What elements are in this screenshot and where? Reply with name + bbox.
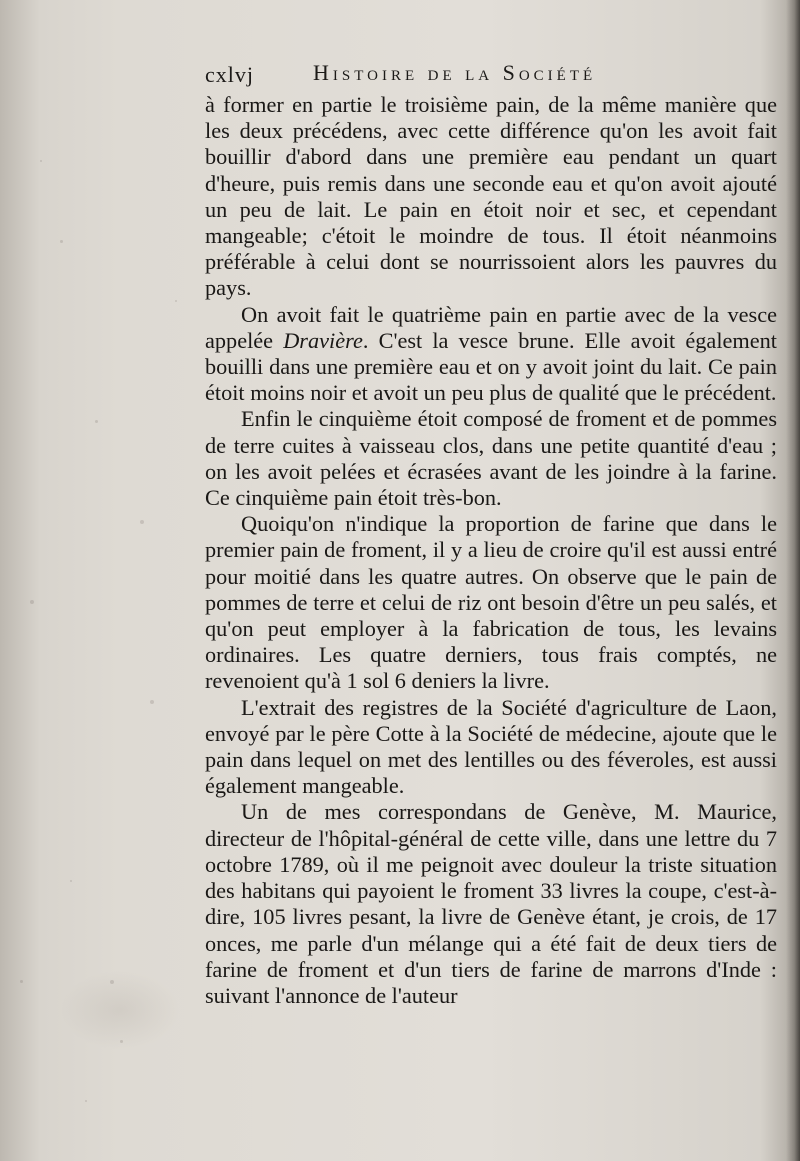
paragraph-2: On avoit fait le quatrième pain en partie avec de la vesce appelée Dravière. C'est la vesce brune. Elle avoit également bouilli dans une première eau et on y avoit joint du lait. Ce pain étoit moins noir et avoit un peu plus de qualité que le précédent.: [205, 301, 777, 406]
running-header: [205, 58, 675, 90]
paper-stain: [60, 970, 180, 1050]
paragraph-5: L'extrait des registres de la Société d'agriculture de Laon, envoyé par le père Cotte à la Société de médecine, ajoute que le pain dans lequel on met des lentilles ou des féveroles, est aussi également mangeable.: [205, 694, 777, 799]
page-gutter-shadow: [786, 0, 800, 1161]
paragraph-4: Quoiqu'on n'indique la proportion de farine que dans le premier pain de froment, il y a lieu de croire qu'il est aussi entré pour moitié dans les quatre autres. On observe que le pain de pommes de terre et celui de riz ont besoin d'être un peu salés, et qu'on peut employer à la fabrication de tous, les levains ordinaires. Les quatre derniers, tous frais comptés, ne revenoient qu'à 1 sol 6 deniers la livre.: [205, 511, 777, 694]
italic-term: Dravière: [283, 327, 363, 353]
paper-speck: [175, 300, 177, 302]
paper-speck: [110, 980, 114, 984]
paper-speck: [120, 1040, 123, 1043]
paragraph-1: à former en partie le troisième pain, de la même manière que les deux précédens, avec cette différence qu'on les avoit fait bouillir d'abord dans une première eau pendant un quart d'heure, puis remis dans une seconde eau et qu'on avoit ajouté un peu de lait. Le pain en étoit noir et sec, et cependant mangeable; c'étoit le moindre de tous. Il étoit néanmoins préférable à celui dont se nourrissoient alors les pauvres du pays.: [205, 92, 777, 301]
paper-speck: [150, 700, 154, 704]
page-number: cxlvj: [205, 62, 254, 87]
paragraph-6: Un de mes correspondans de Genève, M. Maurice, directeur de l'hôpital-général de cette ville, dans une lettre du 7 octobre 1789, où il me peignoit avec douleur la triste situation des habitans qui payoient le froment 33 livres la coupe, c'est-à-dire, 105 livres pesant, la livre de Genève étant, je crois, de 17 onces, me parle d'un mélange qui a été fait de deux tiers de farine de froment et d'un tiers de farine de marrons d'Inde : suivant l'annonce de l'auteur: [205, 799, 777, 1008]
paper-speck: [95, 420, 98, 423]
paper-speck: [40, 160, 42, 162]
paragraph-3: Enfin le cinquième étoit composé de froment et de pommes de terre cuites à vaisseau clos, dans une petite quantité d'eau ; on les avoit pelées et écrasées avant de les joindre à la farine. Ce cinquième pain étoit très-bon.: [205, 406, 777, 511]
paper-speck: [30, 600, 34, 604]
paper-speck: [140, 520, 144, 524]
paper-speck: [85, 1100, 87, 1102]
body-text: [205, 92, 777, 1009]
paper-speck: [60, 240, 63, 243]
paper-speck: [20, 980, 23, 983]
paper-speck: [70, 880, 72, 882]
running-title: Histoire de la Société: [313, 60, 597, 85]
